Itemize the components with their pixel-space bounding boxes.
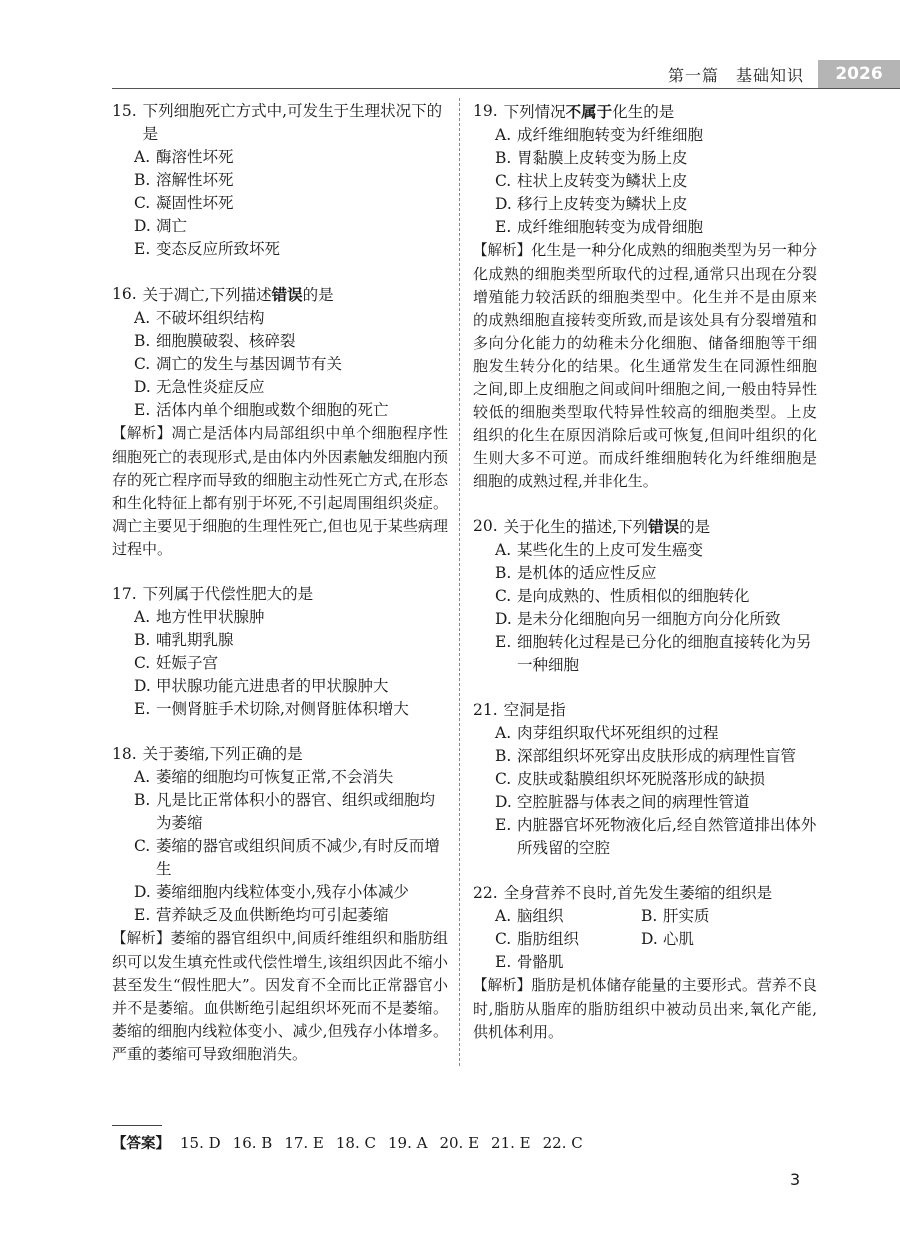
question-block	[473, 100, 817, 493]
option-label: A.	[495, 126, 512, 144]
option-text: 凡是比正常体积小的器官、组织或细胞均为萎缩	[156, 791, 436, 832]
option	[112, 353, 448, 376]
explanation-text: 化生是一种分化成熟的细胞类型为另一种分化成熟的细胞类型所取代的过程,通常只出现在分裂增殖能力较活跃的细胞类型中。化生并不是由原来的成熟细胞直接转变所致,而是该处具有分裂增殖和多向分化能力的幼稚未分化细胞、储备细胞等干细胞发生转分化的结果。化生通常发生在同源性细胞之间,即上皮细胞之间或间叶细胞之间,一般由特异性较低的细胞类型取代特异性较高的细胞类型。上皮组织的化生在原因消除后或可恢复,但间叶组织的化生则大多不可逆。而成纤维细胞转化为纤维细胞是细胞的成熟过程,并非化生。	[473, 241, 817, 490]
option-text: 是向成熟的、性质相似的细胞转化	[517, 587, 750, 605]
option-label: E.	[134, 240, 151, 258]
option	[473, 951, 817, 974]
question-stem	[473, 100, 817, 124]
option-text: 凋亡的发生与基因调节有关	[156, 355, 343, 373]
explanation	[473, 974, 817, 1044]
options-grid	[473, 905, 817, 951]
option-label: C.	[134, 654, 151, 672]
option-label: C.	[134, 194, 151, 212]
right-column	[473, 100, 817, 1066]
option-label: D.	[495, 610, 512, 628]
question-stem	[112, 583, 448, 606]
question-text	[143, 583, 448, 606]
option-text: 活体内单个细胞或数个细胞的死亡	[156, 401, 389, 419]
option-text: 凋亡	[156, 217, 188, 235]
option	[473, 768, 817, 791]
option-label: E.	[134, 401, 151, 419]
question-text	[143, 100, 448, 146]
option	[112, 330, 448, 353]
option-text: 一侧肾脏手术切除,对侧肾脏体积增大	[156, 700, 409, 718]
option	[473, 585, 817, 608]
option	[112, 215, 448, 238]
option-label: B.	[495, 564, 512, 582]
option	[112, 399, 448, 422]
option-label: B.	[641, 907, 658, 925]
option-text: 骨骼肌	[517, 953, 564, 971]
option	[473, 814, 817, 860]
option-text: 不破坏组织结构	[156, 309, 265, 327]
explanation-text: 凋亡是活体内局部组织中单个细胞程序性细胞死亡的表现形式,是由体内外因素触发细胞内预存的死亡程序而导致的细胞主动性死亡方式,在形态和生化特征上都有别于坏死,不引起周围组织炎症。凋亡主要见于细胞的生理性死亡,但也见于某些病理过程中。	[112, 424, 448, 558]
explanation-label: 【解析】	[112, 426, 172, 442]
option	[473, 170, 817, 193]
header-rule	[112, 88, 900, 89]
footnote-rule	[112, 1125, 162, 1126]
option-text: 肝实质	[663, 907, 710, 925]
option	[473, 562, 817, 585]
option	[112, 652, 448, 675]
explanation-label: 【解析】	[473, 978, 532, 994]
question-stem	[473, 882, 817, 905]
option-text: 某些化生的上皮可发生癌变	[517, 541, 704, 559]
option-label: D.	[641, 930, 658, 948]
page-number: 3	[790, 1170, 801, 1189]
question-number: 20.	[473, 517, 498, 535]
option	[112, 675, 448, 698]
option-label: A.	[134, 608, 151, 626]
stem-text: 关于化生的描述,下列	[503, 518, 649, 536]
question-number: 16.	[112, 285, 137, 303]
option-text: 哺乳期乳腺	[156, 631, 234, 649]
option-label: D.	[134, 217, 151, 235]
option-text: 营养缺乏及血供断绝均可引起萎缩	[156, 906, 389, 924]
option-label: C.	[134, 837, 151, 855]
question-text	[504, 699, 817, 722]
option-text: 是机体的适应性反应	[517, 564, 657, 582]
question-number: 17.	[112, 585, 137, 603]
option	[112, 307, 448, 330]
option-label: E.	[495, 218, 512, 236]
option-label: B.	[134, 791, 151, 809]
question-number: 22.	[473, 884, 498, 902]
option	[473, 791, 817, 814]
option-text: 妊娠子宫	[156, 654, 219, 672]
question-text	[504, 515, 817, 539]
option-text: 柱状上皮转变为鳞状上皮	[517, 172, 688, 190]
option-label: D.	[134, 883, 151, 901]
option-text: 皮肤或黏膜组织坏死脱落形成的缺损	[517, 770, 766, 788]
explanation	[112, 422, 448, 561]
option-text: 成纤维细胞转变为成骨细胞	[517, 218, 704, 236]
option-label: E.	[134, 906, 151, 924]
option-label: A.	[495, 724, 512, 742]
option-text: 细胞转化过程是已分化的细胞直接转化为另一种细胞	[517, 633, 812, 674]
stem-text: 空洞是指	[503, 701, 566, 719]
question-stem	[473, 699, 817, 722]
explanation-text: 萎缩的器官组织中,间质纤维组织和脂肪组织可以发生填充性或代偿性增生,该组织因此不缩小甚至发生“假性肥大”。因发育不全而比正常器官小并不是萎缩。血供断绝引起组织坏死而不是萎缩。萎缩的细胞内线粒体变小、减少,但残存小体增多。严重的萎缩可导致细胞消失。	[112, 929, 448, 1063]
question-block	[473, 515, 817, 677]
option-label: C.	[495, 587, 512, 605]
stem-text: 关于凋亡,下列描述	[142, 286, 272, 304]
option	[473, 631, 817, 677]
option-text: 内脏器官坏死物液化后,经自然管道排出体外所残留的空腔	[517, 816, 817, 857]
question-stem	[112, 100, 448, 146]
option	[112, 192, 448, 215]
option-label: E.	[495, 953, 512, 971]
option-text: 萎缩细胞内线粒体变小,残存小体减少	[156, 883, 409, 901]
option-text: 空腔脏器与体表之间的病理性管道	[517, 793, 750, 811]
option-text: 无急性炎症反应	[156, 378, 265, 396]
option-label: D.	[495, 793, 512, 811]
option-label: C.	[495, 930, 512, 948]
option	[112, 629, 448, 652]
answer-item: 19. A	[388, 1133, 428, 1152]
page-header	[668, 60, 900, 88]
stem-text: 关于萎缩,下列正确的是	[142, 745, 303, 763]
stem-text: 下列细胞死亡方式中,可发生于生理状况下的是	[142, 102, 443, 143]
option-text: 移行上皮转变为鳞状上皮	[517, 195, 688, 213]
answer-item: 20. E	[439, 1133, 480, 1152]
option	[473, 124, 817, 147]
option-label: B.	[134, 631, 151, 649]
option	[112, 376, 448, 399]
option-label: A.	[495, 541, 512, 559]
option-label: B.	[134, 171, 151, 189]
option	[473, 193, 817, 216]
answer-item: 21. E	[491, 1133, 531, 1152]
question-number: 18.	[112, 745, 137, 763]
stem-text: 下列属于代偿性肥大的是	[142, 585, 314, 603]
explanation-text: 脂肪是机体储存能量的主要形式。营养不良时,脂肪从脂库的脂肪组织中被动员出来,氧化产能,供机体利用。	[473, 976, 817, 1041]
option-text: 变态反应所致坏死	[156, 240, 281, 258]
option	[495, 928, 641, 951]
option-text: 凝固性坏死	[156, 194, 234, 212]
option-text: 肉芽组织取代坏死组织的过程	[517, 724, 719, 742]
option-text: 是未分化细胞向另一细胞方向分化所致	[517, 610, 781, 628]
option-label: C.	[495, 770, 512, 788]
option-label: D.	[495, 195, 512, 213]
option	[112, 904, 448, 927]
option-label: E.	[134, 700, 151, 718]
stem-text: 的是	[679, 518, 711, 536]
option-label: C.	[134, 355, 151, 373]
option-text: 细胞膜破裂、核碎裂	[156, 332, 296, 350]
answer-item: 22. C	[542, 1133, 583, 1152]
question-stem	[473, 515, 817, 539]
option-text: 甲状腺功能亢进患者的甲状腺肿大	[156, 677, 389, 695]
option	[641, 905, 791, 928]
option-text: 酶溶性坏死	[156, 148, 234, 166]
answer-key	[112, 1132, 595, 1153]
year-badge: 2026	[818, 60, 900, 88]
stem-text: 下列情况	[503, 103, 566, 121]
option-label: A.	[134, 309, 151, 327]
left-column	[112, 100, 448, 1088]
option	[473, 216, 817, 239]
question-block	[473, 699, 817, 860]
option-text: 脂肪组织	[517, 930, 580, 948]
question-block	[112, 100, 448, 261]
question-block	[112, 583, 448, 721]
option-text: 脑组织	[517, 907, 564, 925]
explanation-label: 【解析】	[112, 931, 171, 947]
option-label: A.	[134, 148, 151, 166]
option-label: E.	[495, 633, 512, 651]
option	[112, 698, 448, 721]
answer-item: 18. C	[335, 1133, 376, 1152]
column-divider	[459, 98, 461, 1066]
option-text: 胃黏膜上皮转变为肠上皮	[517, 149, 688, 167]
answer-item: 15. D	[180, 1133, 221, 1152]
option-label: A.	[134, 768, 151, 786]
option	[641, 928, 791, 951]
option	[112, 238, 448, 261]
question-block	[112, 743, 448, 1066]
option	[473, 539, 817, 562]
option	[112, 146, 448, 169]
option	[112, 881, 448, 904]
answer-item: 16. B	[232, 1133, 273, 1152]
explanation-label: 【解析】	[473, 243, 532, 259]
option	[473, 722, 817, 745]
option	[473, 608, 817, 631]
question-number: 19.	[473, 102, 498, 120]
option-text: 地方性甲状腺肿	[156, 608, 265, 626]
option-label: B.	[495, 747, 512, 765]
option	[112, 169, 448, 192]
emphasis-text: 错误	[648, 517, 680, 536]
explanation	[112, 927, 448, 1066]
option	[112, 789, 448, 835]
option-label: D.	[134, 378, 151, 396]
question-number: 21.	[473, 701, 498, 719]
section-title: 第一篇 基础知识	[667, 65, 804, 85]
explanation	[473, 239, 817, 493]
option-label: B.	[495, 149, 512, 167]
option-label: D.	[134, 677, 151, 695]
option-text: 萎缩的细胞均可恢复正常,不会消失	[156, 768, 394, 786]
option-text: 心肌	[663, 930, 695, 948]
option-text: 萎缩的器官或组织间质不减少,有时反而增生	[156, 837, 440, 878]
option	[112, 835, 448, 881]
option-text: 深部组织坏死穿出皮肤形成的病理性盲管	[517, 747, 797, 765]
stem-text: 化生的是	[612, 103, 675, 121]
stem-text: 的是	[302, 286, 334, 304]
question-text	[143, 283, 448, 307]
option-text: 溶解性坏死	[156, 171, 234, 189]
question-stem	[112, 283, 448, 307]
emphasis-text: 错误	[271, 285, 303, 304]
option-label: C.	[495, 172, 512, 190]
answer-key-label: 【答案】	[112, 1136, 170, 1152]
question-stem	[112, 743, 448, 766]
question-block	[473, 882, 817, 1044]
option-label: E.	[495, 816, 512, 834]
question-block	[112, 283, 448, 561]
option-label: B.	[134, 332, 151, 350]
stem-text: 全身营养不良时,首先发生萎缩的组织是	[503, 884, 773, 902]
emphasis-text: 不属于	[565, 102, 613, 121]
question-text	[504, 100, 817, 124]
option	[112, 606, 448, 629]
question-text	[504, 882, 817, 905]
option	[495, 905, 641, 928]
option	[473, 745, 817, 768]
option-text: 成纤维细胞转变为纤维细胞	[517, 126, 704, 144]
option	[112, 766, 448, 789]
option-label: A.	[495, 907, 512, 925]
answer-item: 17. E	[284, 1133, 324, 1152]
option	[473, 147, 817, 170]
question-text	[143, 743, 448, 766]
question-number: 15.	[112, 102, 137, 120]
